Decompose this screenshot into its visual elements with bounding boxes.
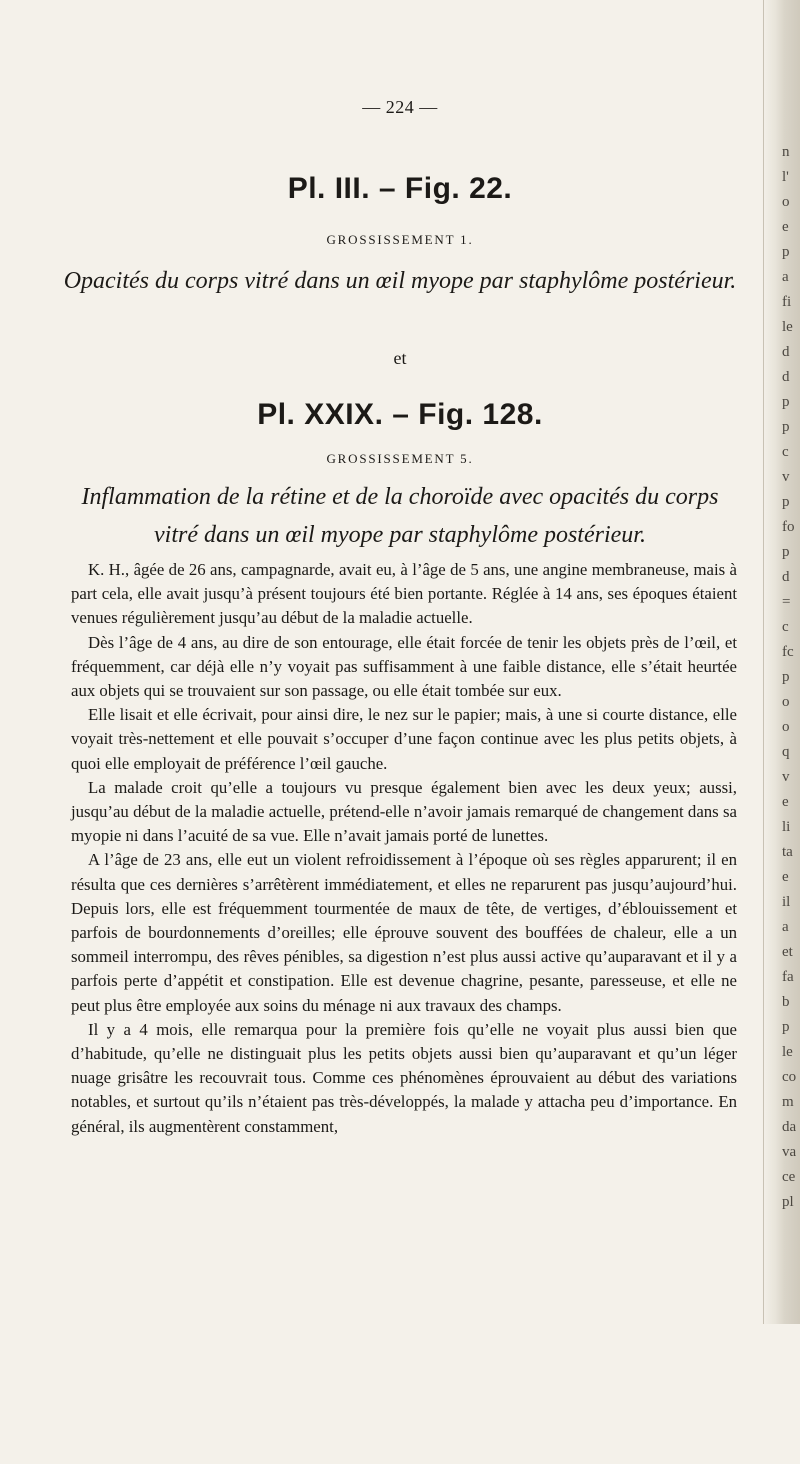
plate-caption-2-line-2: vitré dans un œil myope par staphylôme postérieur. [154, 522, 646, 548]
magnification-label-2: GROSSISSEMENT 5. [326, 451, 474, 466]
facing-page-fragment: b [782, 994, 790, 1010]
facing-page-fragment: d [782, 344, 790, 360]
facing-page-fragment: le [782, 1044, 793, 1060]
facing-page-fragment: fi [782, 294, 792, 310]
facing-page-fragment: li [782, 819, 791, 835]
facing-page-fragment: p [782, 394, 790, 410]
facing-page-fragment: d [782, 569, 790, 585]
facing-page-fragment: ce [782, 1169, 796, 1185]
facing-page-fragment: pl [782, 1194, 794, 1210]
facing-page-fragment: m [782, 1094, 794, 1110]
facing-page-fragment: p [782, 494, 790, 510]
facing-page-fragment: a [782, 919, 789, 935]
facing-page-fragment: va [782, 1144, 797, 1160]
case-report-body [71, 558, 737, 1139]
facing-page-fragment: p [782, 244, 790, 260]
facing-page-fragment: v [782, 469, 790, 485]
facing-page-fragment: da [782, 1119, 797, 1135]
plate-caption-2-line-1: Inflammation de la rétine et de la choroïde avec opacités du corps [81, 484, 719, 510]
facing-page-fragment: p [782, 419, 790, 435]
plate-title-2: Pl. XXIX. – Fig. 128. [257, 398, 543, 431]
facing-page-fragment: o [782, 719, 790, 735]
facing-page-fragment: e [782, 869, 789, 885]
plate-caption-1: Opacités du corps vitré dans un œil myope par staphylôme postérieur. [63, 268, 737, 294]
paragraph: Dès l’âge de 4 ans, au dire de son entourage, elle était forcée de tenir les objets près de l’œil, et fréquemment, car déjà elle n’y voyait pas suffisamment à une faible distance, elle s’était heurtée aux objets qui se trouvaient sur son passage, ou elle était tombée sur eux. [71, 632, 737, 701]
facing-page-fragment: o [782, 194, 790, 210]
magnification-label-1: GROSSISSEMENT 1. [326, 232, 474, 247]
facing-page-fragment: p [782, 669, 790, 685]
connector-word: et [393, 348, 407, 368]
facing-page-fragment: il [782, 894, 791, 910]
facing-page-fragment: o [782, 694, 790, 710]
paragraph: Elle lisait et elle écrivait, pour ainsi dire, le nez sur le papier; mais, à une si courte distance, elle voyait très-nettement et elle pouvait s’occuper d’une façon continue avec les plus petits objets, à quoi elle employait de préférence l’œil gauche. [71, 705, 737, 773]
page-number: — 224 — [362, 97, 438, 117]
facing-page-fragment: = [782, 594, 791, 610]
paragraph: Il y a 4 mois, elle remarqua pour la première fois qu’elle ne voyait plus aussi bien que d’habitude, qu’elle ne distinguait plus les petits objets aussi bien qu’auparavant et qu’un léger nuage grisâtre les recouvrait tous. Comme ces phénomènes éprouvaient au début des variations notables, et surtout qu’ils n’étaient pas très-développés, la malade y attacha peu d’importance. En général, ils augmentèrent constamment, [71, 1019, 737, 1136]
facing-page-fragment: q [782, 744, 790, 760]
facing-page-fragment: v [782, 769, 790, 785]
facing-page-fragment: p [782, 1019, 790, 1035]
plate-caption-2 [60, 478, 740, 554]
facing-page-fragment: et [782, 944, 793, 960]
paragraph: A l’âge de 23 ans, elle eut un violent refroidissement à l’époque où ses règles apparurent; il en résulta que ces dernières s’arrêtèrent immédiatement, et elles ne reparurent pas jusqu’aujourd’hui. Depuis lors, elle est fréquemment tourmentée de maux de tête, de vertiges, d’éblouissement et parfois de bourdonnements d’oreilles; elle éprouve souvent des bouffées de chaleur, elle a un sommeil interrompu, des rêves pénibles, sa digestion n’est plus aussi active qu’auparavant et il y a parfois perte d’appétit et constipation. Elle est devenue chagrine, pesante, paresseuse, et elle ne peut plus être employée aux soins du ménage ni aux travaux des champs. [71, 850, 737, 1015]
paragraph: K. H., âgée de 26 ans, campagnarde, avait eu, à l’âge de 5 ans, une angine membraneuse, mais à part cela, elle avait jusqu’à présent toujours été bien portante. Réglée à 14 ans, ses époques étaient venues régulièrement jusqu’au début de la maladie actuelle. [71, 560, 737, 628]
facing-page-fragment: e [782, 794, 789, 810]
paragraph: La malade croit qu’elle a toujours vu presque également bien avec les deux yeux; aussi, jusqu’au début de la maladie actuelle, prétend-elle n’avoir jamais remarqué de changement dans sa myopie ni dans l’acuité de sa vue. Elle n’avait jamais porté de lunettes. [71, 777, 737, 846]
facing-page-text-fragments [776, 0, 800, 1464]
facing-page-fragment: c [782, 619, 789, 635]
facing-page-fragment: d [782, 369, 790, 385]
facing-page-fragment: ta [782, 844, 793, 860]
plate-title-1: Pl. III. – Fig. 22. [287, 172, 513, 205]
facing-page-fragment: fa [782, 969, 794, 985]
facing-page-fragment: c [782, 444, 789, 460]
facing-page-fragment: co [782, 1069, 797, 1085]
facing-page-fragment: fc [782, 644, 794, 660]
facing-page-fragment: n [782, 144, 790, 160]
facing-page-fragment: l' [782, 169, 789, 185]
facing-page-fragment: e [782, 219, 789, 235]
facing-page-fragment: a [782, 269, 789, 285]
facing-page-fragment: fo [782, 519, 795, 535]
facing-page-fragment: le [782, 319, 793, 335]
facing-page-fragment: p [782, 544, 790, 560]
